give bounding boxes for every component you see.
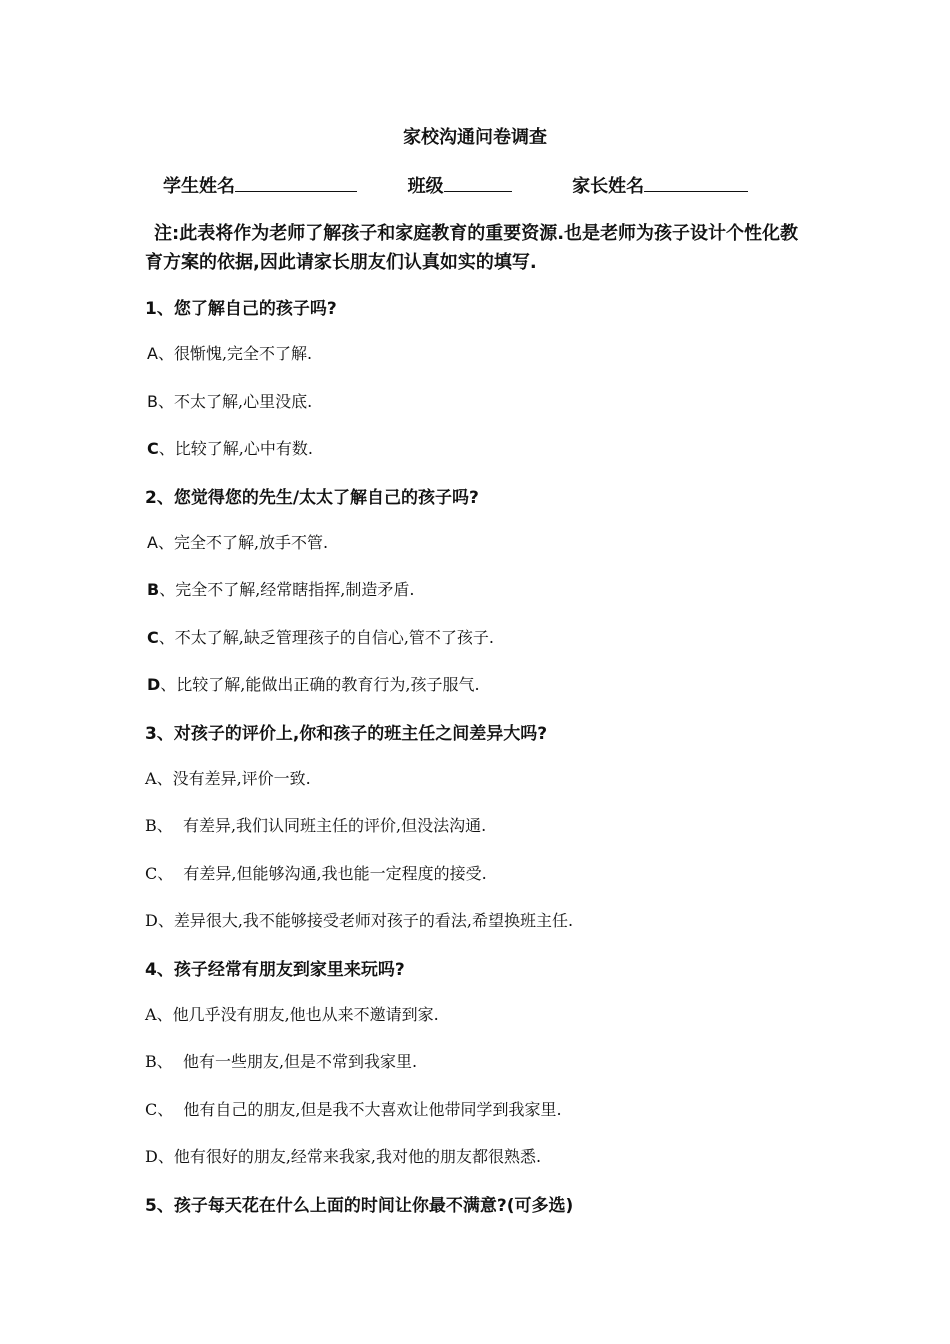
q1-option-a[interactable]: A、很惭愧,完全不了解. (147, 344, 313, 363)
q3-option-b[interactable]: B、 有差异,我们认同班主任的评价,但没法沟通. (145, 816, 487, 835)
q4-option-c[interactable]: C、 他有自己的朋友,但是我不大喜欢让他带同学到我家里. (145, 1100, 562, 1119)
q3-option-d[interactable]: D、差异很大,我不能够接受老师对孩子的看法,希望换班主任. (145, 911, 574, 930)
q4-option-d[interactable]: D、他有很好的朋友,经常来我家,我对他的朋友都很熟悉. (145, 1147, 542, 1166)
class-blank[interactable] (444, 173, 512, 192)
q3-option-c[interactable]: C、 有差异,但能够沟通,我也能一定程度的接受. (145, 864, 487, 883)
q2-option-b[interactable]: B、完全不了解,经常瞎指挥,制造矛盾. (147, 580, 415, 599)
q1-option-c[interactable]: C、比较了解,心中有数. (147, 439, 313, 458)
q3-option-a[interactable]: A、没有差异,评价一致. (145, 769, 311, 788)
student-name-label: 学生姓名 (163, 176, 235, 197)
question-4: 4、孩子经常有朋友到家里来玩吗? (145, 960, 405, 980)
parent-name-label: 家长姓名 (572, 176, 645, 197)
question-5: 5、孩子每天花在什么上面的时间让你最不满意?(可多选) (145, 1196, 574, 1216)
q4-option-b[interactable]: B、 他有一些朋友,但是不常到我家里. (145, 1052, 418, 1071)
student-name-blank[interactable] (235, 173, 357, 192)
q4-option-a[interactable]: A、他几乎没有朋友,他也从来不邀请到家. (145, 1005, 439, 1024)
student-name-field[interactable] (163, 172, 357, 198)
info-fields (163, 172, 748, 198)
class-field[interactable] (408, 172, 512, 198)
instruction-note: 注:此表将作为老师了解孩子和家庭教育的重要资源.也是老师为孩子设计个性化教育方案的依据,因此请家长朋友们认真如实的填写. (145, 223, 799, 273)
q2-option-c[interactable]: C、不太了解,缺乏管理孩子的自信心,管不了孩子. (147, 628, 495, 647)
q2-option-a[interactable]: A、完全不了解,放手不管. (147, 533, 329, 552)
question-3: 3、对孩子的评价上,你和孩子的班主任之间差异大吗? (145, 724, 548, 744)
q1-option-b[interactable]: B、不太了解,心里没底. (147, 392, 313, 411)
question-1: 1、您了解自己的孩子吗? (145, 299, 337, 319)
question-2: 2、您觉得您的先生/太太了解自己的孩子吗? (145, 488, 479, 508)
page-title: 家校沟通问卷调查 (403, 127, 547, 148)
parent-name-field[interactable] (572, 172, 748, 198)
parent-name-blank[interactable] (644, 173, 748, 192)
q2-option-d[interactable]: D、比较了解,能做出正确的教育行为,孩子服气. (147, 675, 480, 694)
class-label: 班级 (407, 176, 444, 197)
